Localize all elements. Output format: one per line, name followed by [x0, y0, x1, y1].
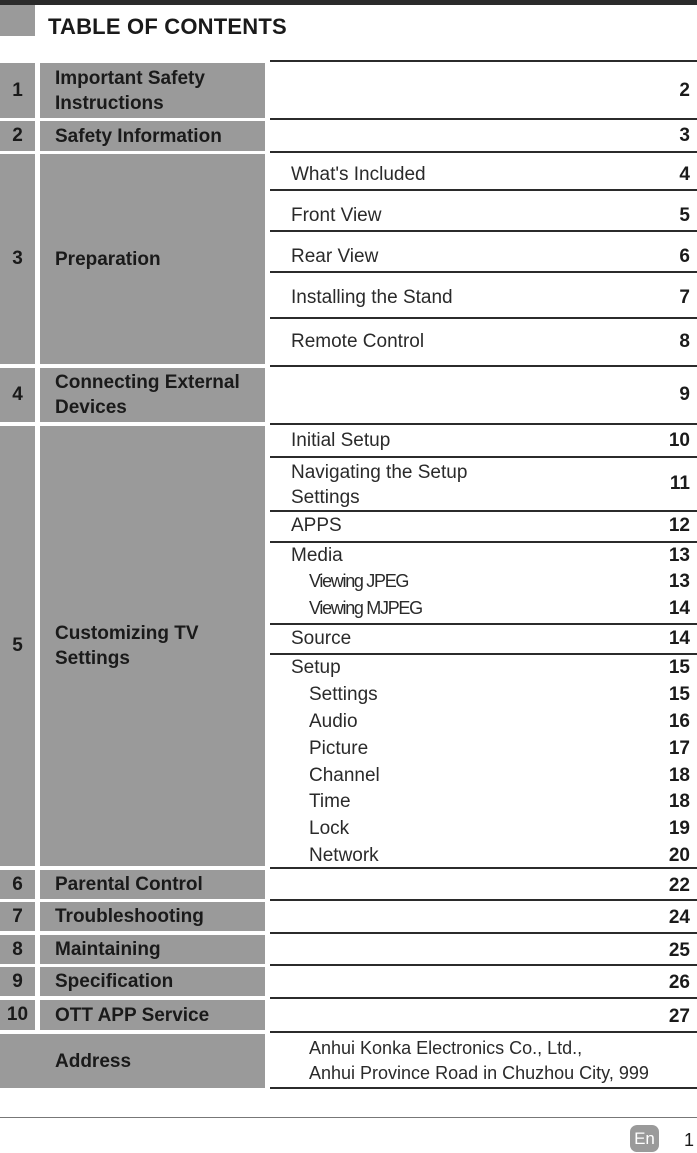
toc-entry[interactable]: Rear View: [291, 246, 379, 267]
page-number[interactable]: 13: [668, 545, 690, 566]
section-number: 2: [0, 121, 35, 151]
section-number: 10: [0, 1000, 35, 1030]
section-number: 7: [0, 902, 35, 931]
page-number[interactable]: 14: [668, 598, 690, 619]
page-number[interactable]: 2: [679, 80, 690, 101]
section-title[interactable]: Parental Control: [40, 870, 265, 899]
toc-entry[interactable]: APPS: [291, 515, 342, 536]
divider: [270, 867, 697, 869]
page-number[interactable]: 11: [669, 473, 690, 494]
page-number[interactable]: 19: [668, 818, 690, 839]
language-badge: En: [630, 1125, 659, 1152]
toc-entry[interactable]: Source: [291, 628, 352, 649]
toc-entry[interactable]: Initial Setup: [291, 430, 391, 451]
toc-subentry[interactable]: Viewing JPEG: [309, 571, 409, 591]
page-number[interactable]: 3: [679, 125, 690, 146]
footer-rule: [0, 1117, 697, 1118]
page-number[interactable]: 8: [679, 331, 690, 352]
toc-subentry[interactable]: Channel: [309, 765, 380, 786]
divider: [270, 1087, 697, 1089]
title-marker: [0, 5, 35, 36]
divider: [270, 964, 697, 966]
page-number[interactable]: 18: [668, 791, 690, 812]
page-number[interactable]: 27: [668, 1006, 690, 1027]
toc-subentry[interactable]: Picture: [309, 738, 369, 759]
divider: [270, 456, 697, 458]
divider: [270, 932, 697, 934]
divider: [270, 899, 697, 901]
toc-subentry[interactable]: Viewing MJPEG: [309, 598, 422, 618]
page-title: TABLE OF CONTENTS: [48, 14, 287, 39]
section-title[interactable]: Safety Information: [40, 121, 265, 151]
page-number[interactable]: 18: [668, 765, 690, 786]
page-number[interactable]: 17: [668, 738, 690, 759]
page-number[interactable]: 14: [668, 628, 690, 649]
toc-subentry[interactable]: Audio: [309, 711, 358, 732]
section-title[interactable]: Troubleshooting: [40, 902, 265, 931]
page-number[interactable]: 20: [668, 845, 690, 866]
footer-page-number: 1: [684, 1130, 695, 1150]
toc-entry[interactable]: Setup: [291, 657, 341, 678]
page-number[interactable]: 15: [668, 657, 690, 678]
toc-entry[interactable]: What's Included: [291, 164, 426, 185]
section-number: 1: [0, 63, 35, 118]
divider: [270, 365, 697, 367]
section-title[interactable]: Important Safety Instructions: [40, 63, 265, 118]
section-number: 9: [0, 967, 35, 996]
section-title[interactable]: Maintaining: [40, 935, 265, 964]
divider: [270, 118, 697, 120]
divider: [270, 541, 697, 543]
divider: [270, 317, 697, 319]
toc-subentry[interactable]: Lock: [309, 818, 350, 839]
page-number[interactable]: 7: [679, 287, 690, 308]
divider: [270, 623, 697, 625]
section-number: 4: [0, 368, 35, 422]
section-number: 3: [0, 154, 35, 364]
toc-entry[interactable]: Front View: [291, 205, 382, 226]
divider: [270, 189, 697, 191]
toc-entry[interactable]: Media: [291, 545, 343, 566]
divider: [270, 230, 697, 232]
section-title[interactable]: Specification: [40, 967, 265, 996]
address-title: Address: [0, 1034, 265, 1088]
page-number[interactable]: 16: [668, 711, 690, 732]
divider: [270, 271, 697, 273]
page-number[interactable]: 4: [679, 164, 690, 185]
toc-entry[interactable]: Navigating the Setup Settings: [291, 462, 468, 508]
divider: [270, 653, 697, 655]
section-number: 5: [0, 426, 35, 866]
page-number[interactable]: 10: [668, 430, 690, 451]
page-number[interactable]: 24: [668, 907, 690, 928]
section-number: 8: [0, 935, 35, 964]
page-number[interactable]: 15: [668, 684, 690, 705]
page-number[interactable]: 26: [668, 972, 690, 993]
page-number[interactable]: 9: [679, 384, 690, 405]
divider: [270, 510, 697, 512]
page-number[interactable]: 6: [679, 246, 690, 267]
address-line: Anhui Province Road in Chuzhou City, 999: [309, 1063, 649, 1083]
page-number[interactable]: 5: [679, 205, 690, 226]
page-number[interactable]: 25: [668, 940, 690, 961]
page-number[interactable]: 22: [668, 875, 690, 896]
page-number[interactable]: 13: [668, 571, 690, 592]
section-title[interactable]: Connecting External Devices: [40, 368, 265, 422]
toc-entry[interactable]: Installing the Stand: [291, 287, 453, 308]
section-title[interactable]: OTT APP Service: [40, 1000, 265, 1030]
toc-subentry[interactable]: Settings: [309, 684, 378, 705]
divider: [270, 151, 697, 153]
section-title[interactable]: Customizing TV Settings: [40, 426, 265, 866]
page-number[interactable]: 12: [668, 515, 690, 536]
address-line: Anhui Konka Electronics Co., Ltd.,: [309, 1038, 583, 1058]
section-title[interactable]: Preparation: [40, 154, 265, 364]
toc-subentry[interactable]: Network: [309, 845, 379, 866]
divider: [270, 997, 697, 999]
section-number: 6: [0, 870, 35, 899]
divider: [270, 60, 697, 62]
divider: [270, 423, 697, 425]
divider: [270, 1031, 697, 1033]
top-rule: [0, 0, 697, 5]
toc-entry[interactable]: Remote Control: [291, 331, 425, 352]
toc-subentry[interactable]: Time: [309, 791, 351, 812]
